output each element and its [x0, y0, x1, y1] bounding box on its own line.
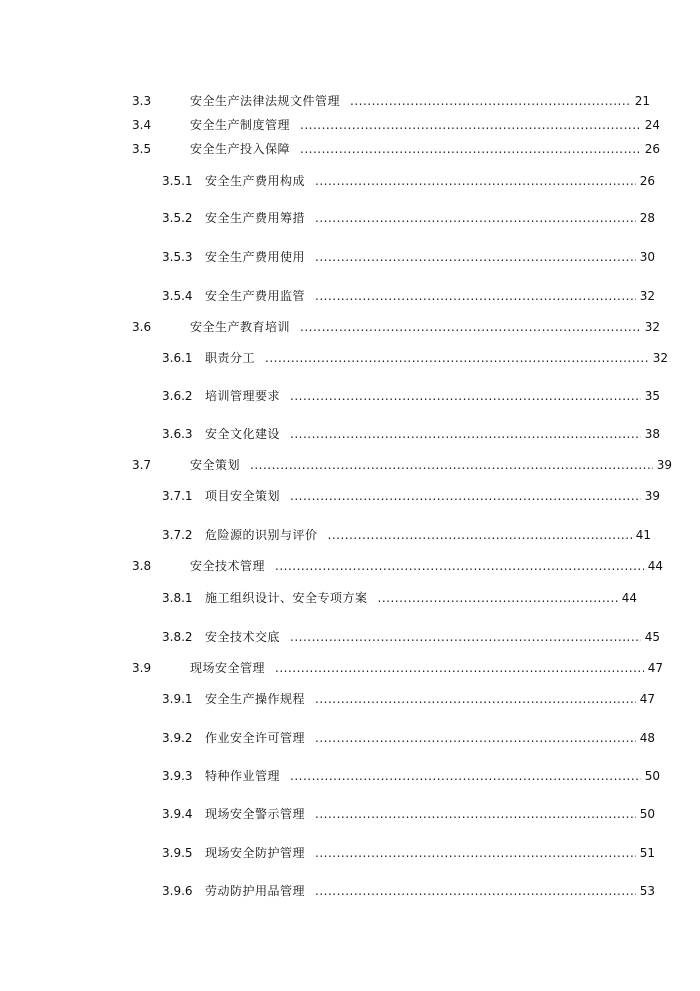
toc-entry[interactable] [162, 882, 655, 900]
toc-leader-dots [290, 387, 641, 405]
toc-entry-number: 3.8 [132, 559, 152, 573]
toc-entry[interactable] [132, 92, 650, 110]
toc-entry-title: 培训管理要求 [205, 389, 281, 403]
toc-entry-title: 施工组织设计、安全专项方案 [205, 591, 368, 605]
toc-entry-title: 安全生产费用筹措 [205, 211, 306, 225]
toc-entry-page: 47 [639, 692, 655, 706]
toc-entry-page: 41 [635, 528, 651, 542]
toc-entry-title: 现场安全管理 [190, 661, 266, 675]
toc-entry-number: 3.6.1 [162, 351, 193, 365]
toc-entry[interactable] [162, 628, 660, 646]
toc-leader-dots [290, 425, 641, 443]
toc-entry-page: 30 [639, 250, 655, 264]
toc-entry[interactable] [162, 805, 655, 823]
toc-leader-dots [300, 140, 641, 158]
toc-entry[interactable] [132, 456, 672, 474]
toc-entry[interactable] [162, 425, 660, 443]
toc-entry-title: 安全策划 [190, 458, 241, 472]
toc-entry-page: 38 [644, 427, 660, 441]
toc-entry-page: 44 [621, 591, 637, 605]
toc-entry-number: 3.4 [132, 118, 152, 132]
toc-entry-title: 安全文化建设 [205, 427, 281, 441]
toc-leader-dots [290, 487, 641, 505]
toc-entry-title: 安全生产费用使用 [205, 250, 306, 264]
toc-entry[interactable] [162, 487, 660, 505]
toc-leader-dots [290, 767, 641, 785]
toc-entry-title: 安全生产费用构成 [205, 174, 306, 188]
toc-entry-title: 危险源的识别与评价 [205, 528, 318, 542]
toc-entry-page: 21 [634, 94, 650, 108]
toc-entry-title: 作业安全许可管理 [205, 731, 306, 745]
toc-entry-number: 3.5.2 [162, 211, 193, 225]
toc-leader-dots [250, 456, 653, 474]
toc-entry-page: 28 [639, 211, 655, 225]
toc-leader-dots [275, 557, 644, 575]
toc-leader-dots [275, 659, 644, 677]
toc-entry-page: 53 [639, 884, 655, 898]
toc-leader-dots [315, 209, 636, 227]
toc-entry-number: 3.9.2 [162, 731, 193, 745]
toc-entry-page: 26 [644, 142, 660, 156]
toc-entry[interactable] [132, 557, 663, 575]
toc-entry-title: 安全技术交底 [205, 630, 281, 644]
toc-entry-number: 3.5.1 [162, 174, 193, 188]
toc-leader-dots [290, 628, 641, 646]
toc-entry-title: 劳动防护用品管理 [205, 884, 306, 898]
toc-entry-page: 24 [644, 118, 660, 132]
toc-leader-dots [315, 172, 636, 190]
toc-entry-title: 安全技术管理 [190, 559, 266, 573]
toc-entry-number: 3.8.2 [162, 630, 193, 644]
toc-entry-title: 安全生产费用监管 [205, 289, 306, 303]
toc-entry-number: 3.7 [132, 458, 152, 472]
toc-entry[interactable] [162, 767, 660, 785]
toc-entry-page: 32 [652, 351, 668, 365]
toc-leader-dots [315, 882, 636, 900]
toc-entry-number: 3.9.5 [162, 846, 193, 860]
toc-entry[interactable] [132, 659, 663, 677]
toc-leader-dots [315, 729, 636, 747]
toc-leader-dots [378, 589, 618, 607]
toc-leader-dots [350, 92, 631, 110]
toc-entry-number: 3.6.2 [162, 389, 193, 403]
toc-entry-number: 3.8.1 [162, 591, 193, 605]
toc-entry-page: 44 [647, 559, 663, 573]
toc-entry[interactable] [162, 844, 655, 862]
toc-entry-page: 26 [639, 174, 655, 188]
toc-entry-page: 32 [644, 320, 660, 334]
toc-entry-title: 安全生产法律法规文件管理 [190, 94, 341, 108]
toc-entry-page: 45 [644, 630, 660, 644]
toc-entry-number: 3.7.2 [162, 528, 193, 542]
toc-entry-number: 3.3 [132, 94, 152, 108]
toc-entry-page: 32 [639, 289, 655, 303]
toc-entry[interactable] [162, 349, 668, 367]
toc-entry-number: 3.7.1 [162, 489, 193, 503]
toc-entry-page: 39 [644, 489, 660, 503]
toc-entry-title: 安全生产教育培训 [190, 320, 291, 334]
toc-entry[interactable] [162, 248, 655, 266]
toc-entry-page: 48 [639, 731, 655, 745]
toc-entry-number: 3.6.3 [162, 427, 193, 441]
toc-leader-dots [300, 116, 641, 134]
toc-entry[interactable] [132, 116, 660, 134]
toc-entry-title: 安全生产投入保障 [190, 142, 291, 156]
toc-entry-title: 特种作业管理 [205, 769, 281, 783]
toc-entry-page: 35 [644, 389, 660, 403]
toc-leader-dots [300, 318, 641, 336]
toc-entry-number: 3.5.3 [162, 250, 193, 264]
toc-entry-number: 3.6 [132, 320, 152, 334]
toc-entry[interactable] [162, 589, 637, 607]
toc-leader-dots [328, 526, 632, 544]
toc-entry-title: 安全生产操作规程 [205, 692, 306, 706]
toc-entry-number: 3.9.3 [162, 769, 193, 783]
toc-entry-number: 3.9.1 [162, 692, 193, 706]
toc-entry[interactable] [162, 690, 655, 708]
toc-entry-title: 职责分工 [205, 351, 256, 365]
toc-entry[interactable] [162, 729, 655, 747]
toc-entry[interactable] [162, 287, 655, 305]
toc-entry-page: 50 [639, 807, 655, 821]
toc-leader-dots [265, 349, 649, 367]
toc-entry-number: 3.5 [132, 142, 152, 156]
toc-entry[interactable] [162, 387, 660, 405]
toc-entry-page: 47 [647, 661, 663, 675]
toc-entry-title: 现场安全防护管理 [205, 846, 306, 860]
toc-entry-number: 3.9.4 [162, 807, 193, 821]
toc-entry-page: 50 [644, 769, 660, 783]
toc-entry-title: 现场安全警示管理 [205, 807, 306, 821]
toc-entry[interactable] [162, 526, 651, 544]
toc-leader-dots [315, 690, 636, 708]
toc-entry-title: 项目安全策划 [205, 489, 281, 503]
toc-entry-page: 39 [656, 458, 672, 472]
toc-entry[interactable] [162, 209, 655, 227]
toc-leader-dots [315, 844, 636, 862]
toc-leader-dots [315, 248, 636, 266]
toc-entry-number: 3.5.4 [162, 289, 193, 303]
toc-leader-dots [315, 287, 636, 305]
toc-leader-dots [315, 805, 636, 823]
toc-entry[interactable] [132, 140, 660, 158]
toc-entry-number: 3.9 [132, 661, 152, 675]
toc-entry-number: 3.9.6 [162, 884, 193, 898]
toc-entry[interactable] [132, 318, 660, 336]
toc-entry-title: 安全生产制度管理 [190, 118, 291, 132]
toc-entry-page: 51 [639, 846, 655, 860]
toc-entry[interactable] [162, 172, 655, 190]
